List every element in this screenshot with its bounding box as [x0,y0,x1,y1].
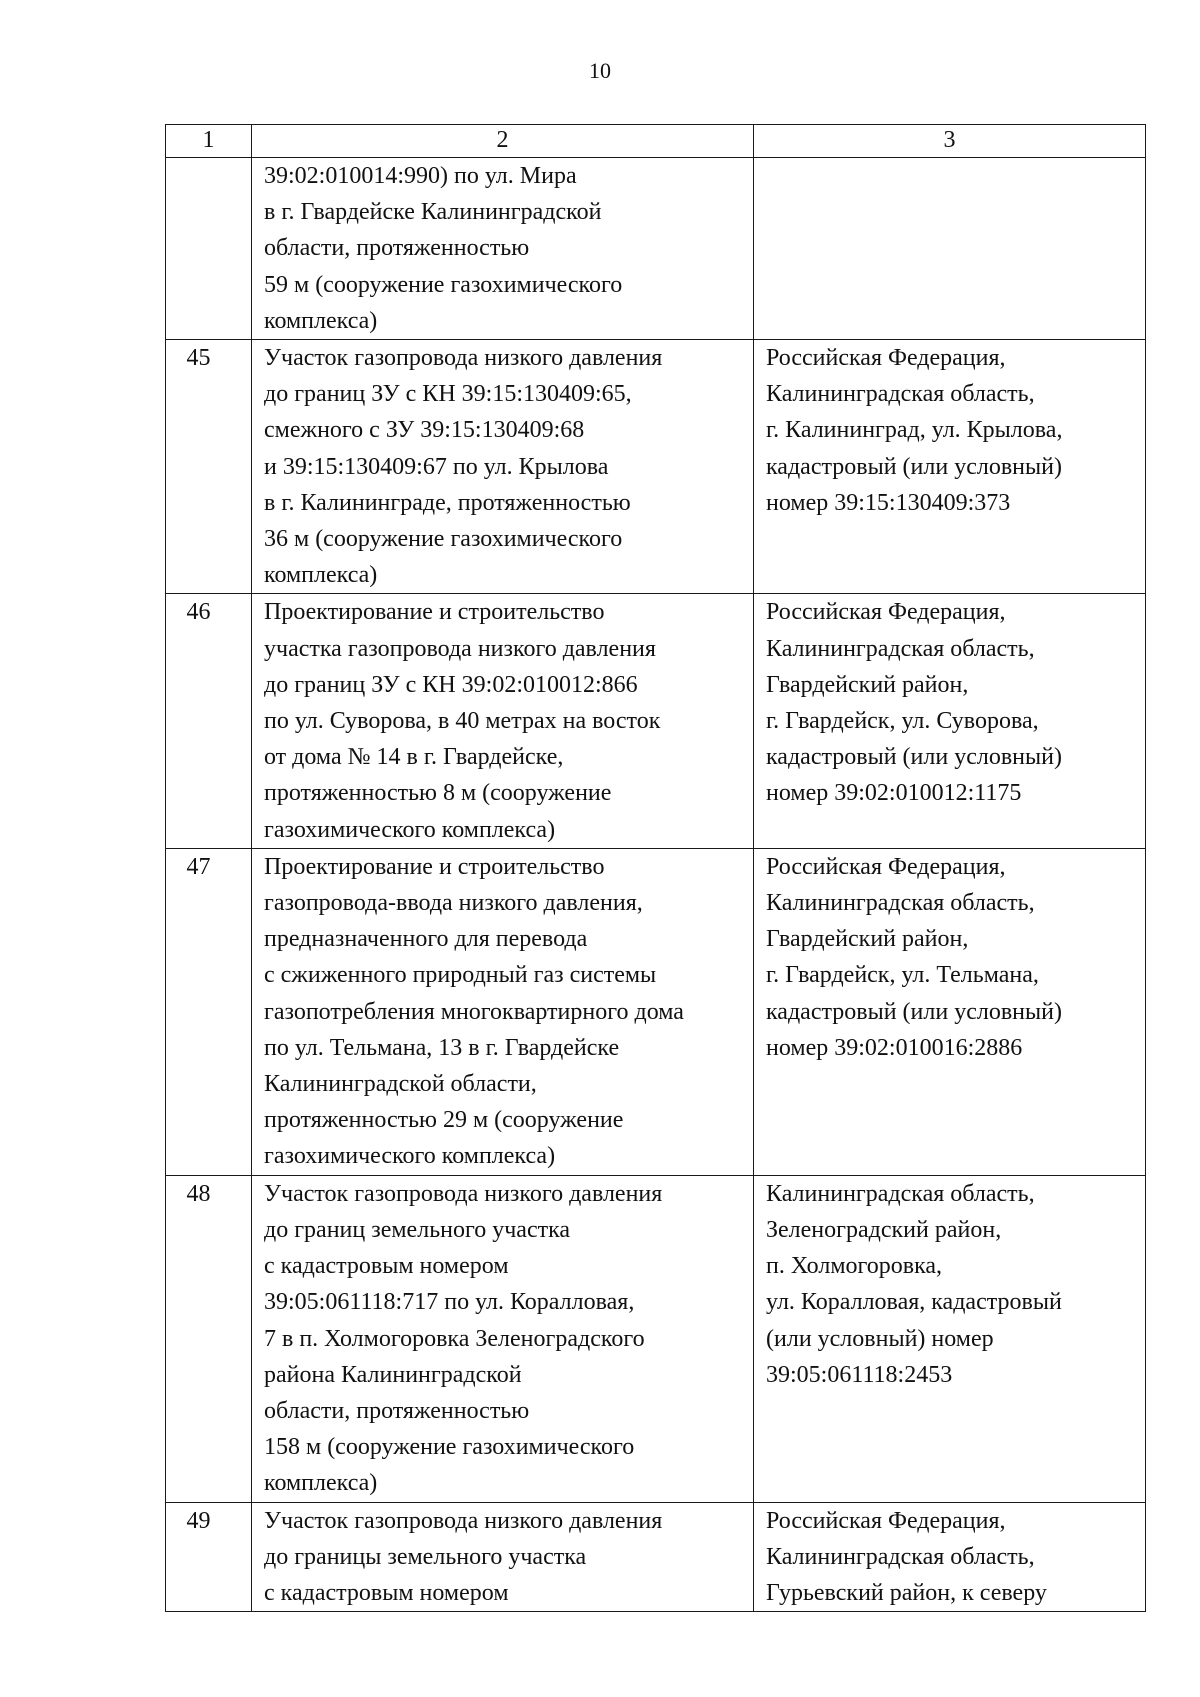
object-description-line: до границ ЗУ с КН 39:15:130409:65, [264,381,632,408]
object-location-cell [754,1502,1146,1612]
table-row [166,340,1146,594]
object-description-line: района Калининградской [264,1361,522,1388]
object-description-line: Калининградской области, [264,1071,537,1098]
table-row [166,158,1146,340]
object-description-line: в г. Калининграде, протяженностью [264,489,631,516]
object-description-cell [252,1175,754,1502]
object-description-line: до границ ЗУ с КН 39:02:010012:866 [264,671,638,698]
object-description-line: Участок газопровода низкого давления [264,1507,663,1534]
object-description-cell [252,594,754,848]
object-description-line: с кадастровым номером [264,1253,509,1280]
object-description-line: 158 м (сооружение газохимического [264,1434,635,1461]
object-location-cell [754,340,1146,594]
object-description-line: области, протяженностью [264,1397,530,1424]
object-location-line: номер 39:02:010016:2886 [766,1034,1023,1061]
object-description-line: до границы земельного участка [264,1543,587,1570]
row-number [166,158,252,340]
row-number: 46 [166,594,252,848]
object-location-line: кадастровый (или условный) [766,744,1062,771]
object-description-line: газохимического комплекса) [264,1143,556,1170]
object-description-line: Участок газопровода низкого давления [264,1180,663,1207]
object-location-line: Зеленоградский район, [766,1216,1002,1243]
object-location-line: Калининградская область, [766,890,1035,917]
object-location-line: Гвардейский район, [766,671,969,698]
object-description-line: 39:05:061118:717 по ул. Коралловая, [264,1289,635,1316]
row-number: 48 [166,1175,252,1502]
object-description-line: 7 в п. Холмогоровка Зеленоградского [264,1325,645,1352]
object-description-line: и 39:15:130409:67 по ул. Крылова [264,453,609,480]
column-header-1: 1 [166,125,252,158]
object-description-line: с сжиженного природный газ системы [264,962,657,989]
object-location-line: 39:05:061118:2453 [766,1361,953,1388]
object-location-cell [754,848,1146,1175]
object-description-line: газопотребления многоквартирного дома [264,998,684,1025]
object-location-line: г. Калининград, ул. Крылова, [766,417,1063,444]
object-location-line: кадастровый (или условный) [766,453,1062,480]
object-description-line: Проектирование и строительство [264,853,605,880]
object-description-line: по ул. Суворова, в 40 метрах на восток [264,708,661,735]
object-description-line: 39:02:010014:990) по ул. Мира [264,163,577,189]
object-location-line: Калининградская область, [766,635,1035,662]
object-description-line: области, протяженностью [264,235,530,262]
object-description-line: участка газопровода низкого давления [264,635,656,662]
page-number: 10 [589,58,611,83]
object-description-line: по ул. Тельмана, 13 в г. Гвардейске [264,1034,620,1061]
object-description-cell [252,1502,754,1612]
table-row [166,594,1146,848]
object-location-line: Российская Федерация, [766,853,1006,880]
row-number: 47 [166,848,252,1175]
object-description-line: от дома № 14 в г. Гвардейске, [264,744,564,771]
object-location-line: (или условный) номер [766,1325,994,1352]
column-header-2: 2 [252,125,754,158]
object-description-line: комплекса) [264,562,378,589]
object-description-cell [252,158,754,340]
object-description-line: протяженностью 8 м (сооружение [264,780,612,807]
object-description-line: комплекса) [264,307,378,334]
table-row [166,1502,1146,1612]
object-location-line: номер 39:15:130409:373 [766,489,1011,516]
object-location-line: кадастровый (или условный) [766,998,1062,1025]
object-location-cell [754,1175,1146,1502]
object-location-line: Российская Федерация, [766,345,1006,372]
object-location-line: Калининградская область, [766,1180,1035,1207]
object-location-line: Гурьевский район, к северу [766,1579,1047,1606]
object-description-cell [252,848,754,1175]
object-location-line: Калининградская область, [766,1543,1035,1570]
table-header-row [166,125,1146,158]
object-location-line: Калининградская область, [766,381,1035,408]
row-number: 45 [166,340,252,594]
register-table [165,124,1146,1612]
object-location-cell [754,594,1146,848]
object-location-line: ул. Коралловая, кадастровый [766,1289,1062,1316]
object-description-line: 36 м (сооружение газохимического [264,526,623,553]
object-description-line: с кадастровым номером [264,1579,509,1606]
object-location-line: номер 39:02:010012:1175 [766,780,1022,807]
object-description-line: газопровода-ввода низкого давления, [264,890,643,917]
object-description-line: в г. Гвардейске Калининградской [264,199,602,226]
object-description-line: Участок газопровода низкого давления [264,345,663,372]
object-location-line: п. Холмогоровка, [766,1253,943,1280]
object-location-line: Российская Федерация, [766,599,1006,626]
object-description-line: смежного с ЗУ 39:15:130409:68 [264,417,585,444]
row-number: 49 [166,1502,252,1612]
object-location-line: Российская Федерация, [766,1507,1006,1534]
table-row [166,1175,1146,1502]
object-description-line: протяженностью 29 м (сооружение [264,1107,624,1134]
object-description-line: предназначенного для перевода [264,926,588,953]
object-location-line: Гвардейский район, [766,926,969,953]
object-description-line: комплекса) [264,1470,378,1497]
object-description-cell [252,340,754,594]
column-header-3: 3 [754,125,1146,158]
object-location-cell [754,158,1146,340]
table-row [166,848,1146,1175]
object-description-line: Проектирование и строительство [264,599,605,626]
object-description-line: до границ земельного участка [264,1216,571,1243]
object-description-line: 59 м (сооружение газохимического [264,271,623,298]
object-location-line: г. Гвардейск, ул. Суворова, [766,708,1039,735]
object-description-line: газохимического комплекса) [264,816,556,843]
object-location-line: г. Гвардейск, ул. Тельмана, [766,962,1039,989]
